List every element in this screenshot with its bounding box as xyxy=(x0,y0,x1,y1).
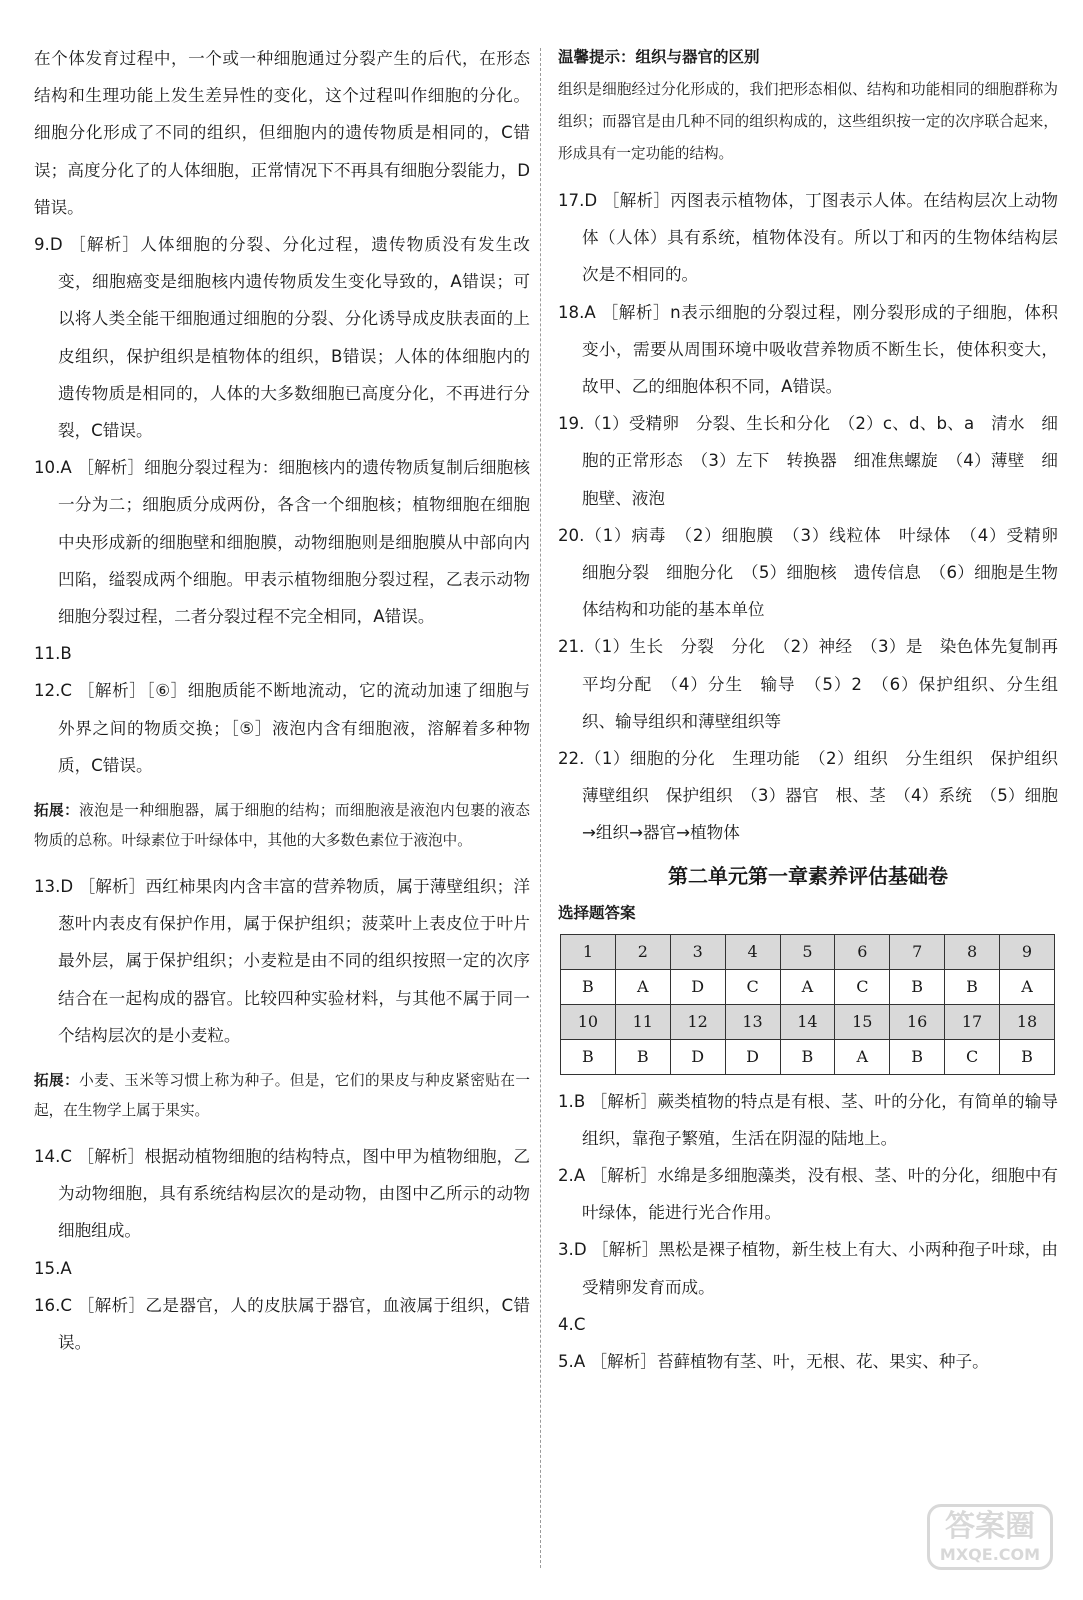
answer-16: 16.C ［解析］乙是器官，人的皮肤属于器官，血液属于组织，C错误。 xyxy=(34,1295,530,1353)
table-cell: 2 xyxy=(615,934,670,969)
column-divider xyxy=(540,48,541,1568)
answer-table xyxy=(560,934,1055,1075)
answer-5: 5.A ［解析］苔藓植物有茎、叶，无根、花、果实、种子。 xyxy=(558,1352,989,1372)
answer-2: 2.A ［解析］水绵是多细胞藻类，没有根、茎、叶的分化，细胞中有叶绿体，能进行光合作用。 xyxy=(558,1166,1058,1223)
extension-text: 液泡是一种细胞器，属于细胞的结构；而细胞液是液泡内包裹的液态物质的总称。叶绿素位于叶绿体中，其他的大多数色素位于液泡中。 xyxy=(34,802,530,850)
left-column xyxy=(34,40,530,1361)
answer-14: 14.C ［解析］根据动植物细胞的结构特点，图中甲为植物细胞，乙为动物细胞，具有系统结构层次的是动物，由图中乙所示的动物细胞组成。 xyxy=(34,1147,530,1241)
table-cell: B xyxy=(890,969,945,1004)
extension-note-1 xyxy=(34,796,530,856)
table-cell: B xyxy=(1000,1039,1055,1074)
table-cell: 11 xyxy=(615,1004,670,1039)
tip-text: 组织是细胞经过分化形成的，我们把形态相似、结构和功能相同的细胞群称为组织；而器官是由几种不同的组织构成的，这些组织按一定的次序联合起来，形成具有一定功能的结构。 xyxy=(558,81,1058,162)
extension-tag: 拓展： xyxy=(34,802,80,820)
table-row xyxy=(561,1039,1055,1074)
table-cell: 14 xyxy=(780,1004,835,1039)
answer-9: 9.D ［解析］人体细胞的分裂、分化过程，遗传物质没有发生改变，细胞癌变是细胞核内遗传物质发生变化导致的，A错误；可以将人类全能干细胞通过细胞的分裂、分化诱导成皮肤表面的上皮组织，保护组织是植物体的组织，B错误；人体的体细胞内的遗传物质是相同的，人体的大多数细胞已高度分化，不再进行分裂，C错误。 xyxy=(34,235,530,441)
watermark-sub: MXQE.COM xyxy=(939,1545,1041,1564)
table-cell: B xyxy=(945,969,1000,1004)
table-row xyxy=(561,934,1055,969)
answers-title: 选择题答案 xyxy=(558,903,636,922)
extension-text: 小麦、玉米等习惯上称为种子。但是，它们的果皮与种皮紧密贴在一起，在生物学上属于果实。 xyxy=(34,1072,530,1120)
answer-18: 18.A ［解析］n表示细胞的分裂过程，刚分裂形成的子细胞，体积变小，需要从周围环境中吸收营养物质不断生长，使体积变大，故甲、乙的细胞体积不同，A错误。 xyxy=(558,302,1058,397)
paragraph-continued: 在个体发育过程中，一个或一种细胞通过分裂产生的后代，在形态结构和生理功能上发生差异性的变化，这个过程叫作细胞的分化。细胞分化形成了不同的组织，但细胞内的遗传物质是相同的，C错误；高度分化了的人体细胞，正常情况下不再具有细胞分裂能力，D错误。 xyxy=(34,49,530,217)
table-row xyxy=(561,1004,1055,1039)
table-cell: 4 xyxy=(725,934,780,969)
table-cell: D xyxy=(670,1039,725,1074)
watermark-logo xyxy=(927,1504,1053,1570)
section-title: 第二单元第一章素养评估基础卷 xyxy=(668,863,948,888)
table-cell: 8 xyxy=(945,934,1000,969)
table-cell: 10 xyxy=(561,1004,616,1039)
table-cell: 1 xyxy=(561,934,616,969)
answer-3: 3.D ［解析］黑松是裸子植物，新生枝上有大、小两种孢子叶球，由受精卵发育而成。 xyxy=(558,1240,1058,1297)
table-cell: 16 xyxy=(890,1004,945,1039)
watermark-main: 答案圈 xyxy=(945,1509,1035,1544)
table-cell: C xyxy=(725,969,780,1004)
table-cell: 6 xyxy=(835,934,890,969)
table-cell: A xyxy=(835,1039,890,1074)
table-cell: 17 xyxy=(945,1004,1000,1039)
table-cell: 3 xyxy=(670,934,725,969)
table-cell: 9 xyxy=(1000,934,1055,969)
table-cell: B xyxy=(615,1039,670,1074)
table-cell: B xyxy=(561,969,616,1004)
table-cell: 13 xyxy=(725,1004,780,1039)
table-cell: B xyxy=(561,1039,616,1074)
extension-note-2 xyxy=(34,1066,530,1126)
table-cell: 12 xyxy=(670,1004,725,1039)
tip-title: 温馨提示：组织与器官的区别 xyxy=(558,48,760,66)
table-cell: B xyxy=(780,1039,835,1074)
table-cell: C xyxy=(945,1039,1000,1074)
table-cell: A xyxy=(1000,969,1055,1004)
table-cell: 5 xyxy=(780,934,835,969)
answer-21: 21.（1）生长 分裂 分化 （2）神经 （3）是 染色体先复制再平均分配 （4）分生 输导 （5）2 （6）保护组织、分生组织、输导组织和薄壁组织等 xyxy=(558,637,1058,731)
table-cell: 7 xyxy=(890,934,945,969)
answer-19: 19.（1）受精卵 分裂、生长和分化 （2）c、d、b、a 清水 细胞的正常形态 （3）左下 转换器 细准焦螺旋 （4）薄壁 细胞壁、液泡 xyxy=(558,414,1058,508)
answer-22: 22.（1）细胞的分化 生理功能 （2）组织 分生组织 保护组织 薄壁组织 保护组织 （3）器官 根、茎 （4）系统 （5）细胞→组织→器官→植物体 xyxy=(558,749,1075,843)
extension-tag: 拓展： xyxy=(34,1072,80,1090)
answer-20: 20.（1）病毒 （2）细胞膜 （3）线粒体 叶绿体 （4）受精卵 细胞分裂 细胞分化 （5）细胞核 遗传信息 （6）细胞是生物体结构和功能的基本单位 xyxy=(558,525,1075,620)
table-cell: 18 xyxy=(1000,1004,1055,1039)
table-cell: B xyxy=(890,1039,945,1074)
answer-10: 10.A ［解析］细胞分裂过程为：细胞核内的遗传物质复制后细胞核一分为二；细胞质分成两份，各含一个细胞核；植物细胞在细胞中央形成新的细胞壁和细胞膜，动物细胞则是细胞膜从中部向内凹陷，缢裂成两个细胞。甲表示植物细胞分裂过程，乙表示动物细胞分裂过程，二者分裂过程不完全相同，A错误。 xyxy=(34,458,530,627)
answer-12: 12.C ［解析］［⑥］细胞质能不断地流动，它的流动加速了细胞与外界之间的物质交换；［⑤］液泡内含有细胞液，溶解着多种物质，C错误。 xyxy=(34,681,530,775)
table-cell: D xyxy=(670,969,725,1004)
table-cell: 15 xyxy=(835,1004,890,1039)
answer-17: 17.D ［解析］丙图表示植物体，丁图表示人体。在结构层次上动物体（人体）具有系统，植物体没有。所以丁和丙的生物体结构层次是不相同的。 xyxy=(558,191,1058,285)
answer-4: 4.C xyxy=(558,1314,586,1334)
table-cell: A xyxy=(615,969,670,1004)
table-cell: D xyxy=(725,1039,780,1074)
answer-11: 11.B xyxy=(34,644,72,664)
table-row xyxy=(561,969,1055,1004)
right-column xyxy=(558,40,1075,1380)
answer-15: 15.A xyxy=(34,1258,72,1278)
table-cell: C xyxy=(835,969,890,1004)
answer-1: 1.B ［解析］蕨类植物的特点是有根、茎、叶的分化，有简单的输导组织，靠孢子繁殖，生活在阴湿的陆地上。 xyxy=(558,1091,1058,1148)
answer-13: 13.D ［解析］西红柿果肉内含丰富的营养物质，属于薄壁组织；洋葱叶内表皮有保护作用，属于保护组织；菠菜叶上表皮位于叶片最外层，属于保护组织；小麦粒是由不同的组织按照一定的次序结合在一起构成的器官。比较四种实验材料，与其他不属于同一个结构层次的是小麦粒。 xyxy=(34,877,530,1045)
table-cell: A xyxy=(780,969,835,1004)
